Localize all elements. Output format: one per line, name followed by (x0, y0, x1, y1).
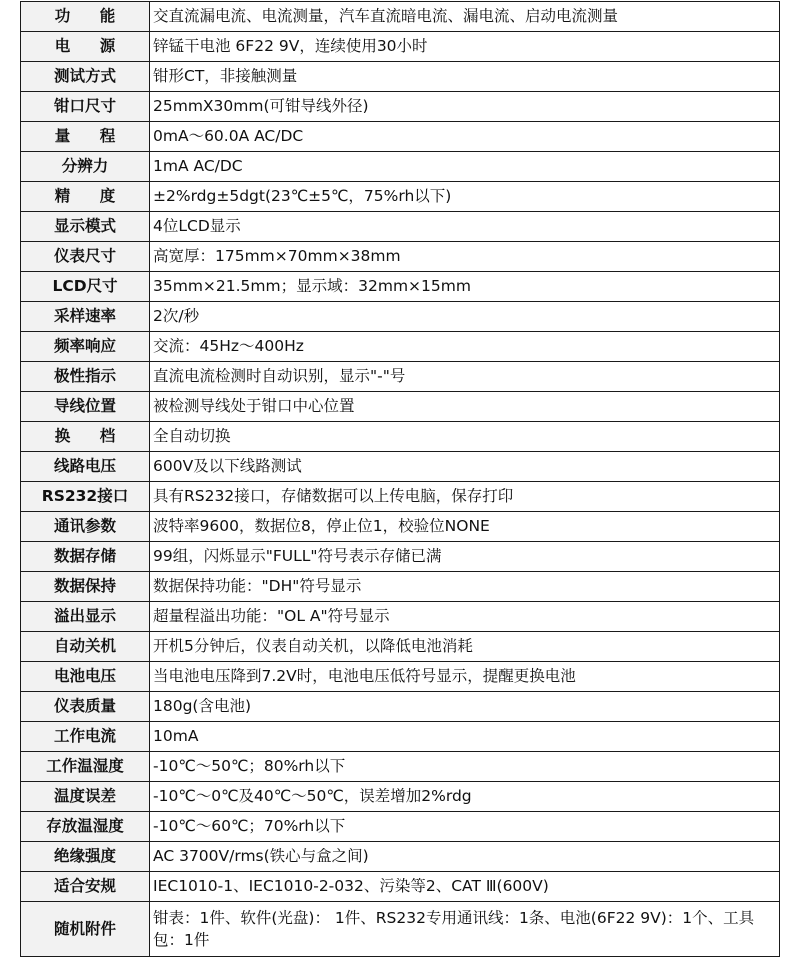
spec-row-overflow (21, 602, 780, 632)
spec-value: 数据保持功能："DH"符号显示 (150, 572, 780, 602)
spec-row-auto-off (21, 632, 780, 662)
spec-label: 温度误差 (21, 782, 150, 812)
spec-value: 180g(含电池) (150, 692, 780, 722)
spec-value: 高宽厚：175mm×70mm×38mm (150, 242, 780, 272)
spec-label: 频率响应 (21, 332, 150, 362)
spec-value: 交流：45Hz～400Hz (150, 332, 780, 362)
spec-label: 数据保持 (21, 572, 150, 602)
spec-value: 全自动切换 (150, 422, 780, 452)
spec-label: 通讯参数 (21, 512, 150, 542)
spec-row-range-switch (21, 422, 780, 452)
spec-label: 自动关机 (21, 632, 150, 662)
spec-value: AC 3700V/rms(铁心与盒之间) (150, 842, 780, 872)
spec-label: 数据存储 (21, 542, 150, 572)
spec-row-function (21, 2, 780, 32)
spec-row-polarity (21, 362, 780, 392)
spec-value: 钳形CT，非接触测量 (150, 62, 780, 92)
spec-row-temp-error (21, 782, 780, 812)
spec-row-insulation (21, 842, 780, 872)
spec-label: 测试方式 (21, 62, 150, 92)
spec-label: 线路电压 (21, 452, 150, 482)
spec-label: 工作电流 (21, 722, 150, 752)
spec-value: 10mA (150, 722, 780, 752)
spec-row-range (21, 122, 780, 152)
spec-label: 绝缘强度 (21, 842, 150, 872)
spec-label: 钳口尺寸 (21, 92, 150, 122)
spec-label: 存放温湿度 (21, 812, 150, 842)
spec-value: 当电池电压降到7.2V时，电池电压低符号显示，提醒更换电池 (150, 662, 780, 692)
spec-value: 35mm×21.5mm；显示域：32mm×15mm (150, 272, 780, 302)
spec-label: 显示模式 (21, 212, 150, 242)
spec-label: 适合安规 (21, 872, 150, 902)
spec-value: -10℃～60℃；70%rh以下 (150, 812, 780, 842)
spec-value: -10℃～50℃；80%rh以下 (150, 752, 780, 782)
spec-value: 超量程溢出功能："OL A"符号显示 (150, 602, 780, 632)
spec-row-safety (21, 872, 780, 902)
spec-row-accessories (21, 902, 780, 957)
spec-value: 被检测导线处于钳口中心位置 (150, 392, 780, 422)
spec-label: 量 程 (21, 122, 150, 152)
spec-label: 采样速率 (21, 302, 150, 332)
spec-label: 导线位置 (21, 392, 150, 422)
spec-row-weight (21, 692, 780, 722)
spec-value: 锌锰干电池 6F22 9V，连续使用30小时 (150, 32, 780, 62)
spec-value: 波特率9600，数据位8，停止位1，校验位NONE (150, 512, 780, 542)
spec-row-comm-params (21, 512, 780, 542)
spec-row-jaw-size (21, 92, 780, 122)
spec-value: 具有RS232接口，存储数据可以上传电脑，保存打印 (150, 482, 780, 512)
spec-row-storage-env (21, 812, 780, 842)
spec-table (20, 1, 780, 957)
spec-label: 换 档 (21, 422, 150, 452)
spec-row-lcd-size (21, 272, 780, 302)
spec-row-sample-rate (21, 302, 780, 332)
spec-label: 溢出显示 (21, 602, 150, 632)
spec-value: 4位LCD显示 (150, 212, 780, 242)
spec-row-operating-env (21, 752, 780, 782)
spec-label: LCD尺寸 (21, 272, 150, 302)
spec-label: 分辨力 (21, 152, 150, 182)
spec-row-conductor-position (21, 392, 780, 422)
spec-value: 交直流漏电流、电流测量，汽车直流暗电流、漏电流、启动电流测量 (150, 2, 780, 32)
spec-value: 开机5分钟后，仪表自动关机，以降低电池消耗 (150, 632, 780, 662)
spec-label: 功 能 (21, 2, 150, 32)
spec-row-data-hold (21, 572, 780, 602)
spec-value: 钳表：1件、软件(光盘)： 1件、RS232专用通讯线：1条、电池(6F22 9V)：1个、工具包：1件 (150, 902, 780, 957)
spec-row-display-mode (21, 212, 780, 242)
spec-row-working-current (21, 722, 780, 752)
spec-row-frequency-response (21, 332, 780, 362)
spec-value: ±2%rdg±5dgt(23℃±5℃，75%rh以下) (150, 182, 780, 212)
spec-label: RS232接口 (21, 482, 150, 512)
spec-value: 600V及以下线路测试 (150, 452, 780, 482)
spec-row-data-storage (21, 542, 780, 572)
spec-row-accuracy (21, 182, 780, 212)
spec-value: -10℃～0℃及40℃～50℃，误差增加2%rdg (150, 782, 780, 812)
spec-label: 仪表尺寸 (21, 242, 150, 272)
spec-value: IEC1010-1、IEC1010-2-032、污染等2、CAT Ⅲ(600V) (150, 872, 780, 902)
spec-label: 电池电压 (21, 662, 150, 692)
spec-row-meter-size (21, 242, 780, 272)
spec-value: 99组，闪烁显示"FULL"符号表示存储已满 (150, 542, 780, 572)
spec-value: 1mA AC/DC (150, 152, 780, 182)
spec-label: 随机附件 (21, 902, 150, 957)
spec-label: 仪表质量 (21, 692, 150, 722)
spec-row-rs232 (21, 482, 780, 512)
spec-label: 极性指示 (21, 362, 150, 392)
spec-value: 25mmX30mm(可钳导线外径) (150, 92, 780, 122)
spec-value: 直流电流检测时自动识别，显示"-"号 (150, 362, 780, 392)
spec-label: 工作温湿度 (21, 752, 150, 782)
spec-row-test-method (21, 62, 780, 92)
spec-row-line-voltage (21, 452, 780, 482)
spec-value: 0mA～60.0A AC/DC (150, 122, 780, 152)
spec-row-resolution (21, 152, 780, 182)
spec-label: 精 度 (21, 182, 150, 212)
spec-row-battery-voltage (21, 662, 780, 692)
spec-label: 电 源 (21, 32, 150, 62)
spec-row-power (21, 32, 780, 62)
spec-value: 2次/秒 (150, 302, 780, 332)
